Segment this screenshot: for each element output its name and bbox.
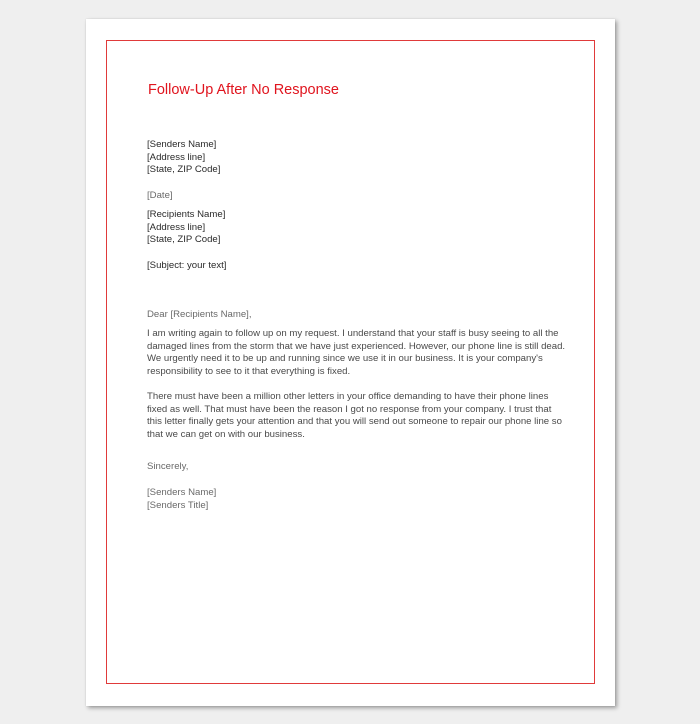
letter-closing: Sincerely, — [147, 461, 189, 472]
letter-date: [Date] — [147, 190, 173, 201]
letter-salutation: Dear [Recipients Name], — [147, 309, 252, 320]
signature-name: [Senders Name] — [147, 487, 217, 498]
sender-state: [State, ZIP Code] — [147, 164, 221, 176]
sender-name: [Senders Name] — [147, 139, 217, 150]
recipient-state: [State, ZIP Code] — [147, 234, 221, 246]
body-paragraph-1: I am writing again to follow up on my request. I understand that your staff is busy seeing to all the damaged lines from the storm that we have just experienced. However, our phone line is still dead. We urgently need it to be up and running since we use it in our business. It is your company's responsibility to see to it that everything is fixed. — [147, 328, 566, 377]
closing-line — [147, 461, 188, 474]
date-line — [147, 190, 173, 203]
recipient-name: [Recipients Name] — [147, 209, 226, 220]
signature-title: [Senders Title] — [147, 499, 209, 511]
body-paragraph-2: There must have been a million other letters in your office demanding to have their phone lines fixed as well. That must have been the reason I got no response from your company. I trust that this letter finally gets your attention and that you will send out someone to repair our phone line so that we can get on with our business. — [147, 391, 562, 440]
signature-block — [147, 487, 216, 512]
sender-block — [147, 139, 220, 177]
salutation-line — [147, 309, 252, 322]
letter-title: Follow-Up After No Response — [148, 82, 339, 98]
recipient-address: [Address line] — [147, 221, 206, 233]
recipient-block — [147, 209, 225, 247]
letter-subject: [Subject: your text] — [147, 260, 227, 271]
sender-address: [Address line] — [147, 151, 206, 163]
subject-line — [147, 260, 226, 273]
document-page — [86, 19, 615, 706]
